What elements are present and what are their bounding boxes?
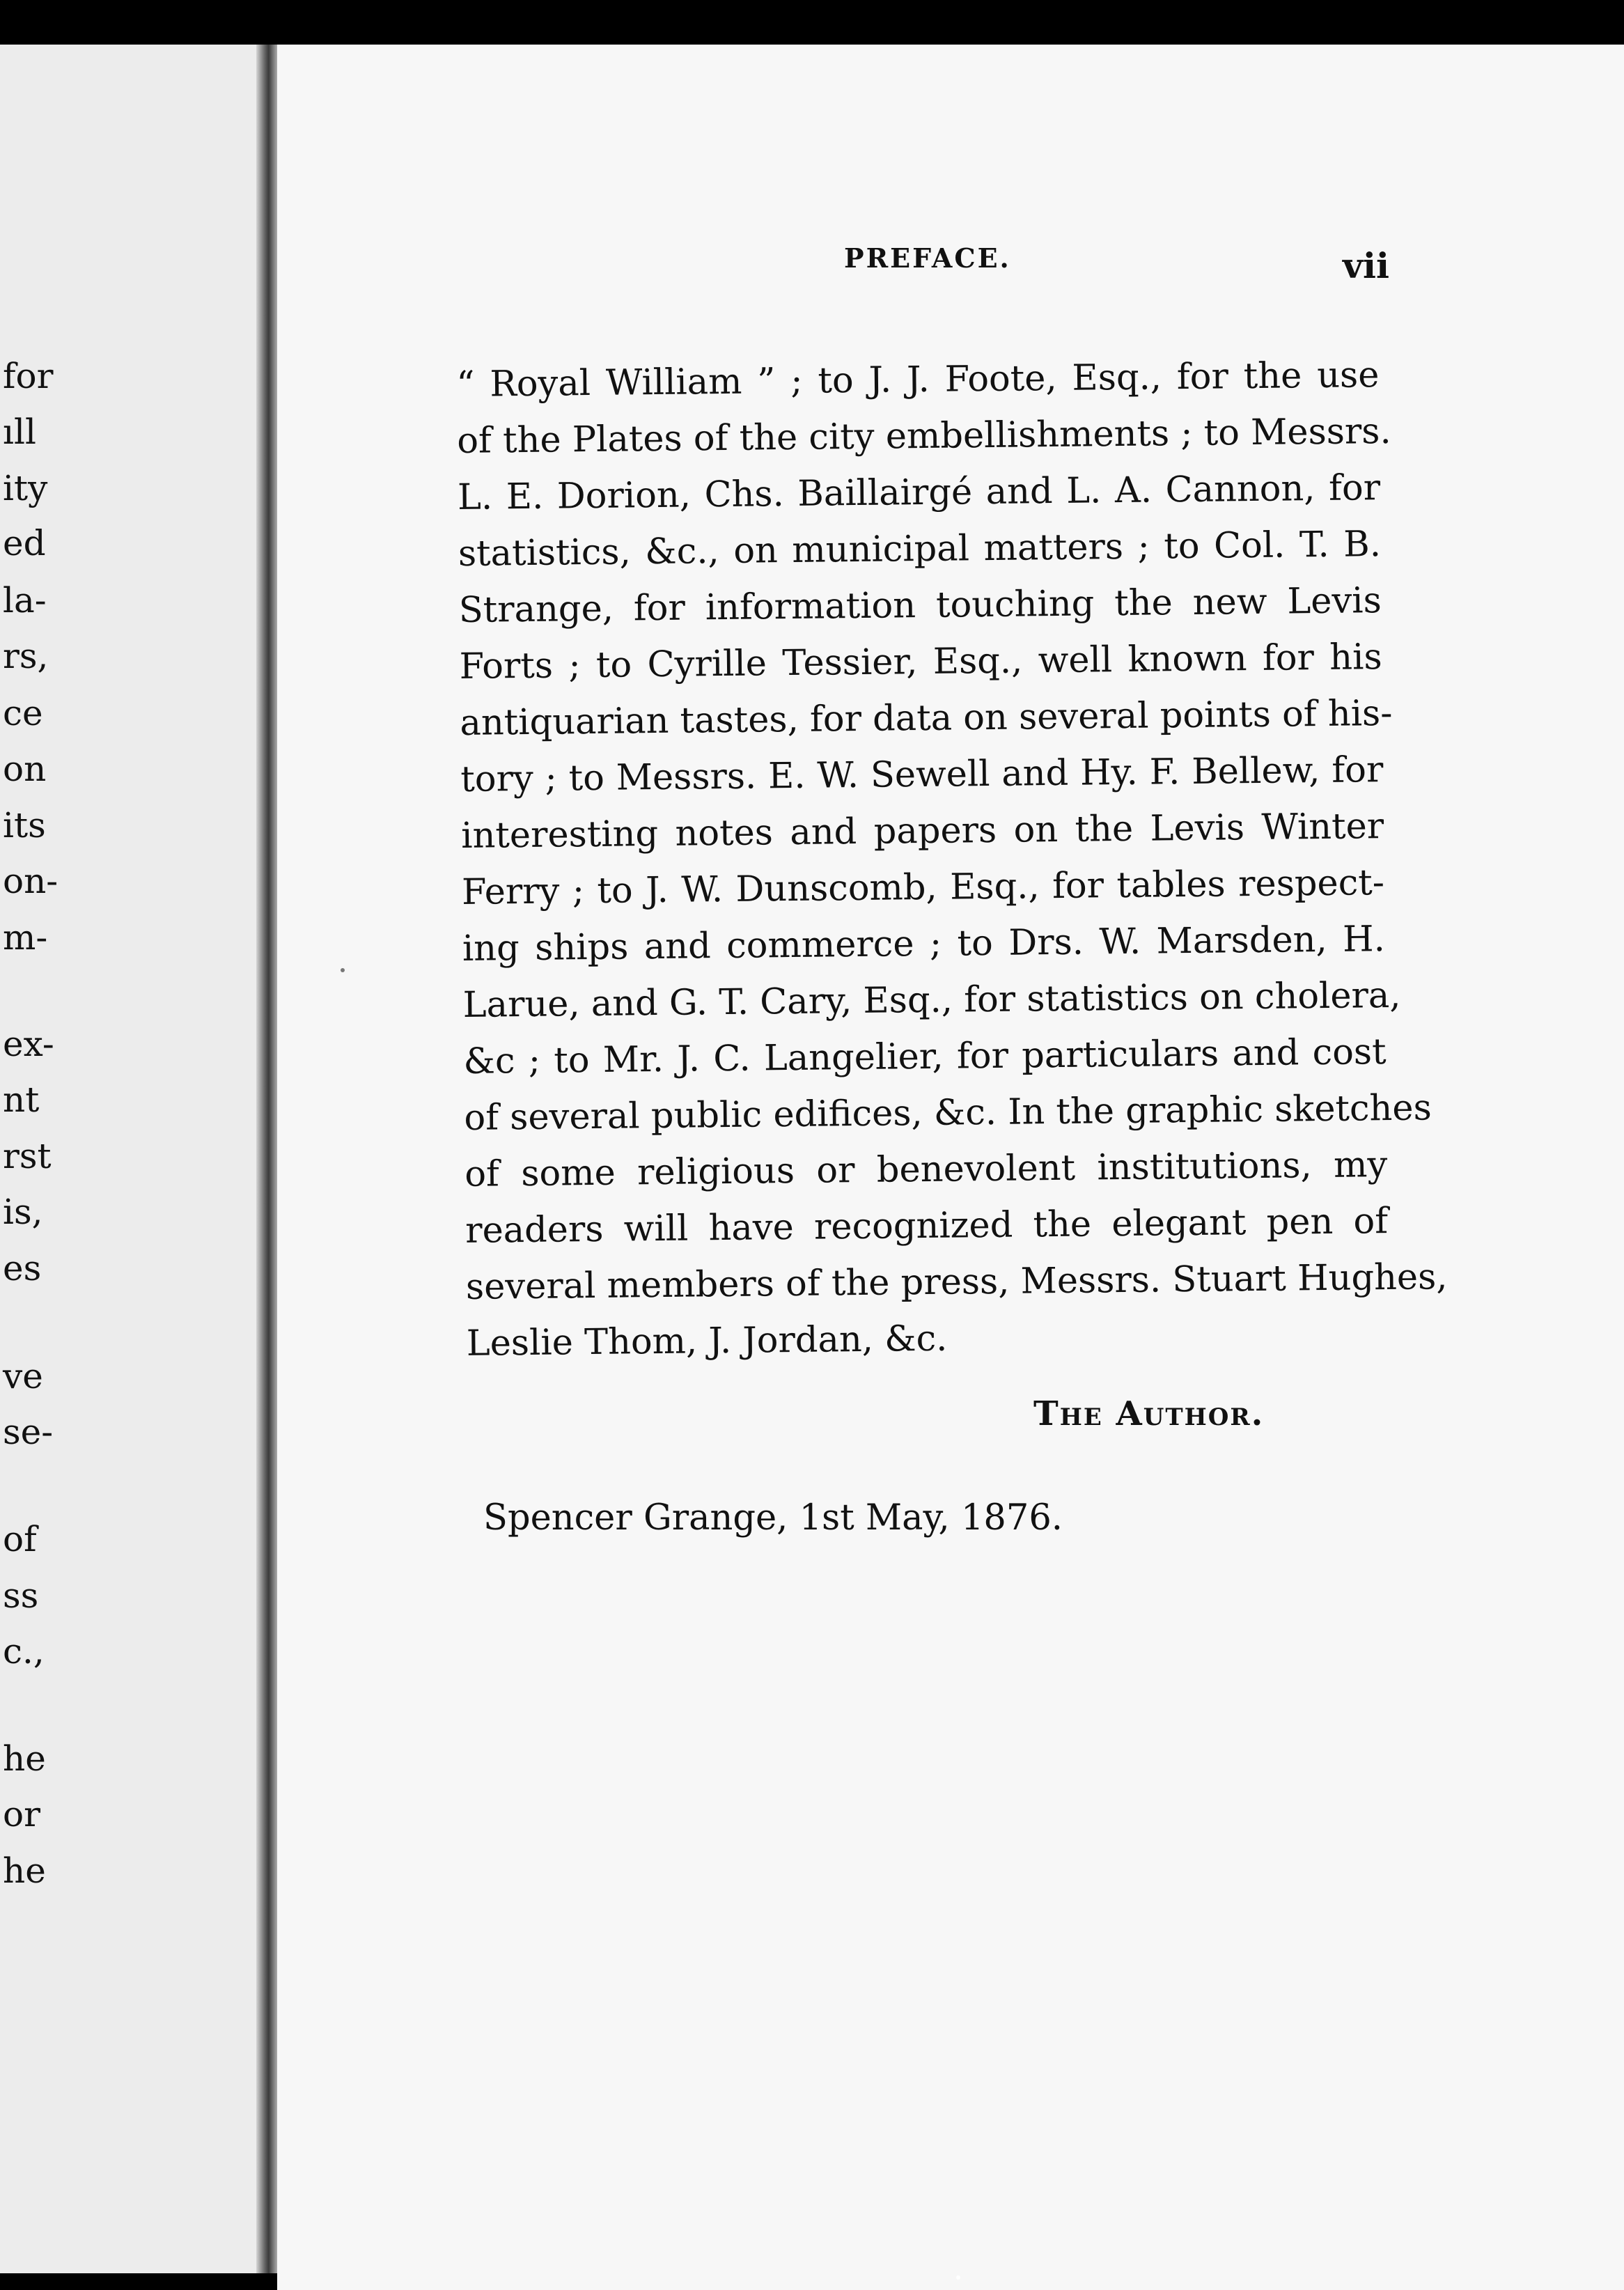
- speck: [341, 968, 345, 972]
- text-line: ing ships and commerce ; to Drs. W. Marsden, H.: [462, 919, 1386, 969]
- text-line: statistics, &c., on municipal matters ; to Col. T. B.: [458, 524, 1382, 575]
- left-fragment: es: [3, 1248, 42, 1288]
- text-line: “ Royal William ” ; to J. J. Foote, Esq., for the use: [456, 355, 1380, 405]
- text-line: of the Plates of the city embellishments ; to Messrs.: [456, 410, 1391, 462]
- text-line: Ferry ; to J. W. Dunscomb, Esq., for tables respect-: [461, 862, 1385, 913]
- left-fragment: on-: [3, 861, 58, 901]
- left-fragment: or: [3, 1794, 41, 1835]
- left-fragment: ity: [3, 468, 48, 508]
- left-fragment: m-: [3, 917, 48, 958]
- text-line: of some religious or benevolent institutions, my: [464, 1144, 1388, 1195]
- left-fragment: is,: [3, 1192, 43, 1232]
- text-line: of several public edifices, &c. In the graphic sketches: [464, 1087, 1432, 1139]
- left-fragment: he: [3, 1851, 46, 1891]
- text-line: tory ; to Messrs. E. W. Sewell and Hy. F. Bellew, for: [460, 749, 1384, 800]
- left-fragment: rs,: [3, 636, 49, 676]
- left-fragment: ex-: [3, 1024, 54, 1064]
- left-fragment: nt: [3, 1080, 40, 1120]
- text-line: Leslie Thom, J. Jordan, &c.: [466, 1318, 948, 1364]
- left-fragment: for: [3, 356, 54, 396]
- text-line: interesting notes and papers on the Levis Winter: [460, 806, 1384, 857]
- left-fragment: its: [3, 805, 46, 846]
- left-fragment: c.,: [3, 1631, 45, 1672]
- left-fragment: se-: [3, 1412, 54, 1452]
- text-line: L. E. Dorion, Chs. Baillairgé and L. A. Cannon, for: [457, 467, 1381, 518]
- text-line: Forts ; to Cyrille Tessier, Esq., well known for his: [459, 637, 1382, 687]
- text-line: several members of the press, Messrs. Stuart Hughes,: [465, 1256, 1448, 1308]
- left-fragment: he: [3, 1738, 46, 1779]
- speck: [956, 2275, 960, 2280]
- left-fragment: ve: [3, 1356, 43, 1396]
- left-fragment: rst: [3, 1136, 52, 1176]
- running-head: PREFACE.: [844, 242, 1011, 274]
- text-line: Larue, and G. T. Cary, Esq., for statistics on cholera,: [462, 974, 1401, 1026]
- dateline: Spencer Grange, 1st May, 1876.: [483, 1497, 1063, 1539]
- author-signature: The Author.: [1033, 1394, 1265, 1433]
- text-line: &c ; to Mr. J. C. Langelier, for particulars and cost: [463, 1031, 1387, 1082]
- left-fragment: ed: [3, 523, 46, 563]
- text-line: antiquarian tastes, for data on several points of his-: [460, 692, 1393, 744]
- text-line: Strange, for information touching the new Levis: [458, 580, 1382, 631]
- left-fragment: of: [3, 1519, 37, 1559]
- text-line: readers will have recognized the elegant pen of: [464, 1201, 1389, 1252]
- left-fragment: ss: [3, 1575, 39, 1616]
- left-fragment: la-: [3, 580, 47, 621]
- left-fragment: ce: [3, 693, 43, 733]
- page-number: vii: [1343, 245, 1390, 286]
- left-fragment: on: [3, 749, 47, 789]
- left-fragment: ıll: [3, 412, 36, 452]
